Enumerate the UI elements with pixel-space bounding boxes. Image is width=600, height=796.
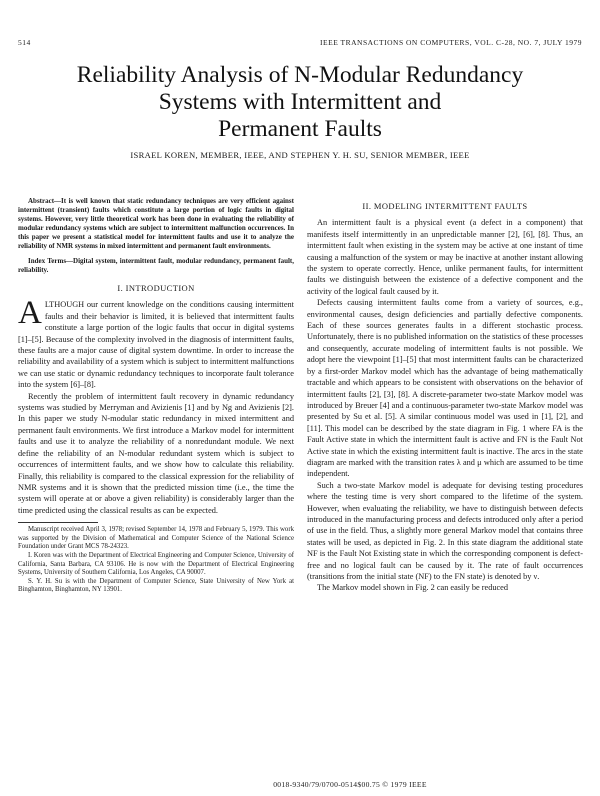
modeling-paragraph-3: Such a two-state Markov model is adequate for devising testing procedures where the testing time is very short compared to the lifetime of the system. However, when evaluating the reliability, we have to distinguish between defects introduced in the manufacturing process and defects introduced only after a period of use in the field. Thus, a slightly more general Markov model that contains three states will be used, as depicted in Fig. 2. In this state diagram the additional state NF is the Fault Not Existing state in which the corresponding component is defect-free and no logical fault can be caused by it. The rate of fault occurrences (transitions from the initial state (NF) to the FN state) is denoted by ν. <box>307 480 583 581</box>
footnote-rule <box>18 522 98 523</box>
right-column <box>307 197 583 594</box>
author-line: ISRAEL KOREN, MEMBER, IEEE, AND STEPHEN Y. H. SU, SENIOR MEMBER, IEEE <box>130 150 470 160</box>
intro-paragraph-1-text: LTHOUGH our current knowledge on the conditions causing intermittent faults and their behavior is limited, it is believed that intermittent faults constitute a large portion of the logic faults that occur in digital systems [1]–[5]. Because of the complexity involved in the diagnosis of intermittent faults, these faults are a major cause of digital system downtime. In order to increase the reliability and availability of a system which is subject to intermittent malfunctions we can use static or dynamic redundancy techniques to incorporate fault tolerance into the system [6]–[8]. <box>18 300 294 390</box>
journal-header: IEEE TRANSACTIONS ON COMPUTERS, VOL. C-28, NO. 7, JULY 1979 <box>320 38 582 47</box>
abstract: Abstract—It is well known that static redundancy techniques are very efficient against intermittent (transient) faults which constitute a large portion of logic faults in digital systems. However, very little theoretical work has been done in evaluating the reliability of modular redundancy systems which are subject to intermittent malfunction occurrences. In this paper we present a statistical model for intermittent faults and use it to analyze the reliability of NMR systems in mixed intermittent and permanent fault environments. <box>18 197 294 250</box>
modeling-paragraph-1: An intermittent fault is a physical event (a defect in a component) that manifests itself intermittently in an unpredictable manner [2], [6], [8]. Thus, an intermittent fault when existing in the system may be active at one instant of time causing a malfunction of the system or may be inactive at another instant allowing the system to operate correctly. Hence, unlike permanent faults, for intermittent faults we distinguish between the existence of a defective component and the activity of the logical fault caused by it. <box>307 218 583 296</box>
drop-cap: A <box>18 295 42 332</box>
footnote-su: S. Y. H. Su is with the Department of Computer Science, State University of New York at Binghamton, Binghamton, NY 13901. <box>18 577 294 594</box>
title-line-3: Permanent Faults <box>218 116 382 142</box>
footnote-koren: I. Koren was with the Department of Electrical Engineering and Computer Science, University of California, Santa Barbara, CA 93106. He is now with the Department of Electrical Engineering Systems, University of Southern California, Los Angeles, CA 90007. <box>18 551 294 577</box>
title-line-1: Reliability Analysis of N-Modular Redundancy <box>76 62 524 88</box>
copyright-footer: 0018-9340/79/0700-0514$00.75 © 1979 IEEE <box>273 780 427 789</box>
modeling-paragraph-2: Defects causing intermittent faults come from a variety of sources, e.g., environmental causes, design deficiencies and partially defective components. Each of these sources generates faults in a different stochastic process. Unfortunately, there is no published information on the statistics of these processes and consequently, accurate modeling of intermittent faults is not possible. We adopt here the viewpoint [1]–[5] that most intermittent faults can be characterized by a first-order Markov model which has the advantage of being mathematically tractable and which appears to be consistent with observations on the behavior of intermittent faults [2], [3], [8]. A discrete-parameter two-state Markov model was introduced by Breuer [4] and a continuous-parameter two-state Markov model was presented by Su et al. [5]. A similar continuous model was used in [1], [2], and [11]. This model can be described by the state diagram in Fig. 1 where FA is the Fault Active state in which the intermittent fault is active and FN is the Fault Not Active state in which the existing intermittent fault is inactive. The arcs in the state diagram are marked with the transition rates λ and μ which are assumed to be time independent. <box>307 298 583 479</box>
paper-title <box>20 62 580 143</box>
running-header <box>18 38 582 50</box>
title-line-2: Systems with Intermittent and <box>158 89 442 115</box>
index-terms: Index Terms—Digital system, intermittent fault, modular redundancy, permanent fault, reliability. <box>18 257 294 274</box>
footnote-manuscript: Manuscript received April 3, 1978; revised September 14, 1978 and February 5, 1979. This work was supported by the Division of Mathematical and Computer Science of the National Science Foundation under Grant MCS 78-24323. <box>18 526 294 551</box>
intro-paragraph-2: Recently the problem of intermittent fault recovery in dynamic redundancy systems was studied by Merryman and Avizienis [1] and by Ng and Avizienis [2]. In this paper we study N-modular static redundancy in mixed intermittent and permanent fault environments. We first introduce a Markov model for intermittent faults and use it to analyze the reliability of a nonredundant module. We next define the reliability of an N-modular redundant system which is subject to occurrences of intermittent faults, and we show how to calculate this reliability. Finally, this reliability is compared to the classical expression for the reliability of NMR systems and it is shown that the predicted mission time (i.e., the time the system will operate at or above a given reliability) is considerably larger than the time predicted using the classical results as can be expected. <box>18 391 294 515</box>
section-heading-introduction: I. INTRODUCTION <box>117 283 195 293</box>
modeling-paragraph-4: The Markov model shown in Fig. 2 can easily be reduced <box>317 583 509 593</box>
page-number: 514 <box>18 38 31 47</box>
intro-paragraph-1 <box>18 295 294 390</box>
left-column <box>18 197 294 595</box>
section-heading-modeling: II. MODELING INTERMITTENT FAULTS <box>362 201 528 211</box>
